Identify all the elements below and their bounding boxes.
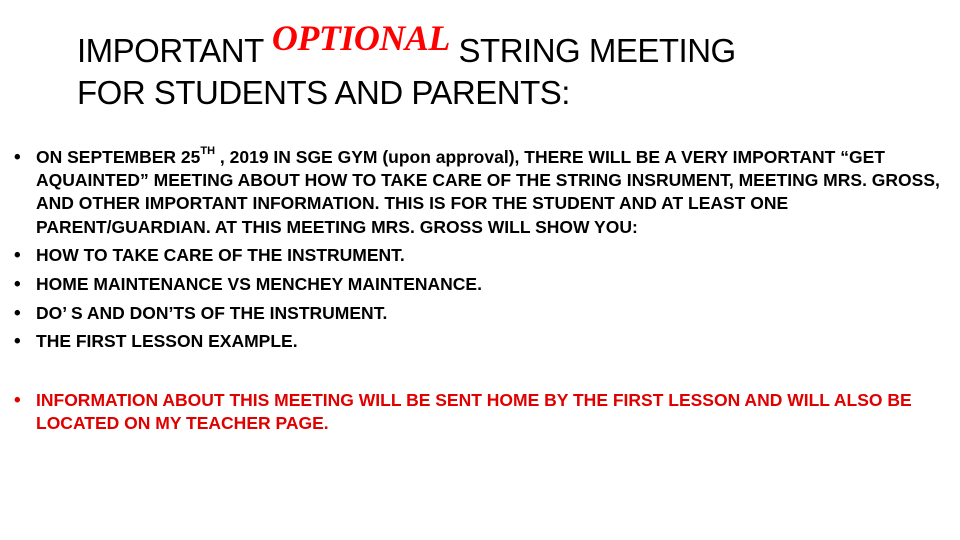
bullet-item bbox=[14, 330, 944, 353]
intro-date-superscript: TH bbox=[200, 145, 216, 158]
slide-title bbox=[77, 18, 947, 117]
intro-date-text: ON SEPTEMBER 25 bbox=[36, 147, 201, 167]
bullet-info-notice bbox=[14, 389, 944, 435]
bullet-marker: • bbox=[14, 389, 21, 411]
bullet-item-text: THE FIRST LESSON EXAMPLE. bbox=[36, 331, 298, 352]
bullet-item bbox=[14, 273, 944, 296]
bullet-item-text: HOME MAINTENANCE VS MENCHEY MAINTENANCE. bbox=[36, 274, 482, 295]
title-optional-highlight: OPTIONAL bbox=[271, 18, 450, 58]
title-line-two: FOR STUDENTS AND PARENTS: bbox=[77, 74, 570, 111]
intro-details-text: , 2019 IN SGE GYM (upon approval), THERE WILL BE A VERY IMPORTANT “GET AQUAINTED” MEETING ABOUT HOW TO TAKE CARE OF THE STRING INSRUMENT, MEETING MRS. GROSS, AND OTHER IMPORTANT INFORMATION. THIS IS FOR THE STUDENT AND AT LEAST ONE PARENT/GUARDIAN. AT THIS MEETING MRS. GROSS WILL SHOW YOU: bbox=[36, 147, 940, 237]
info-notice-text: INFORMATION ABOUT THIS MEETING WILL BE SENT HOME BY THE FIRST LESSON AND WILL ALSO BE LOCATED ON MY TEACHER PAGE. bbox=[36, 389, 912, 433]
bullet-marker: • bbox=[14, 274, 21, 296]
bullet-item-text: DO’ S AND DON’TS OF THE INSTRUMENT. bbox=[36, 302, 388, 323]
title-text-important: IMPORTANT bbox=[77, 32, 272, 69]
bullet-marker: • bbox=[14, 147, 21, 168]
bullet-list bbox=[14, 146, 944, 441]
bullet-item bbox=[14, 302, 944, 325]
bullet-marker: • bbox=[14, 302, 21, 324]
bullet-item-text: HOW TO TAKE CARE OF THE INSTRUMENT. bbox=[36, 245, 405, 266]
bullet-marker: • bbox=[14, 245, 21, 267]
bullet-intro bbox=[14, 146, 944, 239]
bullet-intro-text bbox=[36, 146, 944, 239]
title-text-string-meeting: STRING MEETING bbox=[449, 32, 736, 69]
bullet-marker: • bbox=[14, 331, 21, 353]
bullet-item bbox=[14, 244, 944, 267]
